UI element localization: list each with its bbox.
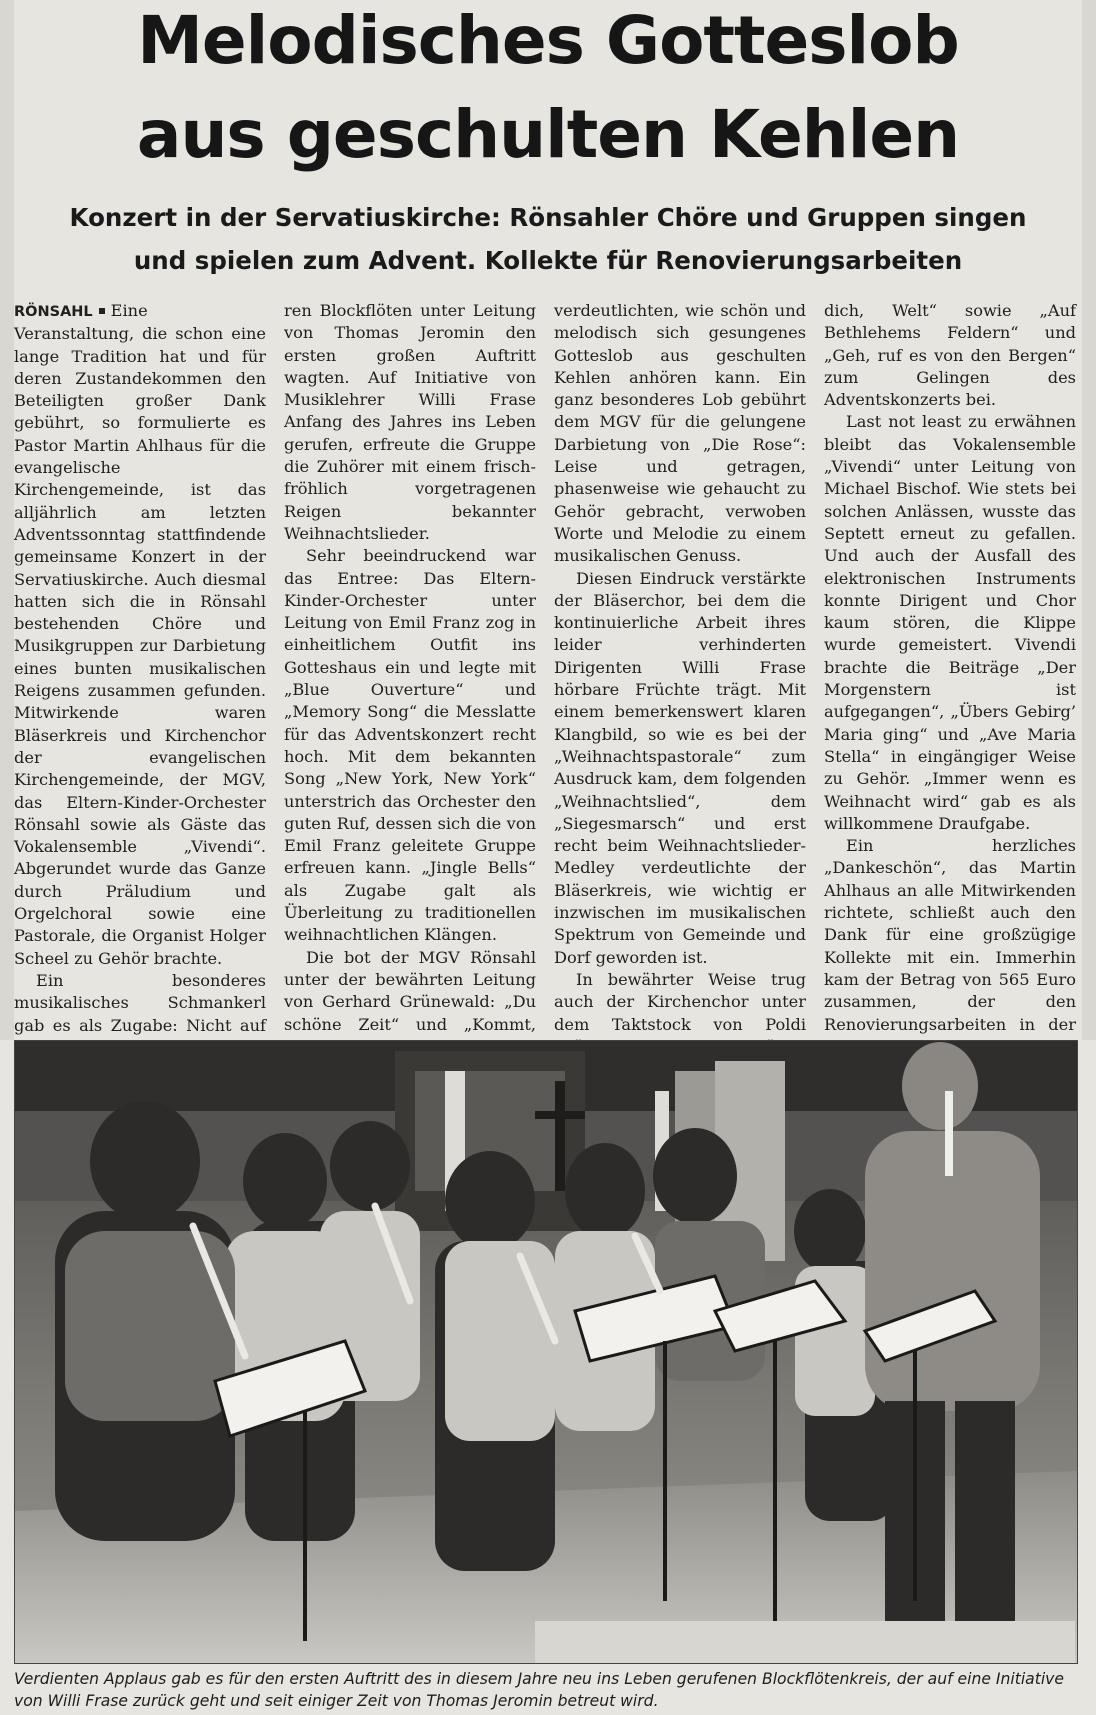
article-paragraph: Last not least zu erwähnen bleibt das Vokalensemble „Vivendi“ unter Leitung von Michael Bischof. Wie stets bei solchen Anlässen, wusste das Septett erneut zu gefallen. Und auch der Ausfall des elektronischen Instruments konnte Dirigent und Chor kaum stören, die Klippe wurde gemeistert. Vivendi brachte die Beiträge „Der Morgenstern ist aufgegangen“, „Übers Gebirg’ Maria ging“ und „Ave Maria Stella“ in eingängiger Weise zu Gehör. „Immer wenn es Weihnacht wird“ gab es als willkommene Draufgabe.: [824, 412, 1076, 833]
article-column-1: [14, 300, 266, 1040]
bullet-square-icon: [99, 308, 105, 314]
dateline: RÖNSAHL: [14, 304, 93, 320]
article-paragraph: Ein besonderes musikalisches Schmankerl gab es als Zugabe: Nicht auf: [14, 970, 266, 1035]
article-paragraph: dich, Welt“ sowie „Auf Bethlehems Feldern“ und „Geh, ruf es von den Bergen“ zum Gelingen des Adventskonzerts bei.: [824, 301, 1076, 410]
subheadline-line-1: Konzert in der Servatiuskirche: Rönsahler Chöre und Gruppen singen: [69, 203, 1027, 232]
article-paragraph: verdeutlichten, wie schön und melodisch sich gesungenes Gotteslob aus geschulten Kehlen anhören kann. Ein ganz besonderes Lob gebührt dem MGV für die gelungene Darbietung von „Die Rose“: Leise und getragen, phasenweise wie gehaucht zu Gehör gebracht, verwoben Worte und Melodie zu einem musikalischen Genuss.: [554, 301, 806, 566]
article-paragraph: Diesen Eindruck verstärkte der Bläserchor, bei dem die kontinuierliche Arbeit ihres leider verhinderten Dirigenten Willi Frase hörbare Früchte trägt. Mit einem bemerkenswert klaren Klangbild, so wie es bei der „Weihnachtspastorale“ zum Ausdruck kam, dem folgenden „Weihnachtslied“, dem „Siegesmarsch“ und erst recht beim Weihnachtslieder-Medley verdeutlichte der Bläserkreis, wie wichtig er inzwischen im musikalischen Spektrum von Gemeinde und Dorf geworden ist.: [554, 568, 806, 967]
article-paragraph: Die bot der MGV Rönsahl unter der bewährten Leitung von Gerhard Grünewald: „Du schöne Zeit“ und „Kommt,: [284, 947, 536, 1034]
article-photo: [14, 1040, 1078, 1664]
paragraph-text: Ein herzliches „Dankeschön“, das Martin Ahlhaus an alle Mitwirkenden richtete, schließt auch den Dank für eine großzügige Kollekte mit ein. Immerhin kam der Betrag von 565 Euro zusammen, der den Renovierungsarbeiten in der: [824, 836, 1076, 1034]
article-column-2: [284, 300, 536, 1040]
photo-caption: Verdienten Applaus gab es für den ersten Auftritt des in diesem Jahre neu ins Leben gerufenen Blockflötenkreis, der auf eine Initiative von Willi Frase zurück geht und seit einiger Zeit von Thomas Jeromin betreut wird.: [14, 1670, 1064, 1710]
article-paragraph: Sehr beeindruckend war das Entree: Das Eltern-Kinder-Orchester unter Leitung von Emil Franz zog in einheitlichem Outfit ins Gotteshaus ein und legte mit „Blue Ouverture“ und „Memory Song“ die Messlatte für das Adventskonzert recht hoch. Mit dem bekannten Song „New York, New York“ unterstrich das Orchester den guten Ruf, dessen sich die von Emil Franz geleitete Gruppe erfreuen kann. „Jingle Bells“ als Zugabe galt als Überleitung zu traditionellen weihnachtlichen Klängen.: [284, 546, 536, 945]
photo-recorder-ensemble-icon: [15, 1041, 1077, 1663]
headline-line-1: Melodisches Gotteslob: [137, 2, 959, 79]
subheadline-line-2: und spielen zum Advent. Kollekte für Renovierungsarbeiten: [133, 246, 963, 275]
headline-line-2: aus geschulten Kehlen: [136, 96, 960, 173]
article-paragraph: [14, 300, 266, 970]
article-column-3: [554, 300, 806, 1040]
article-paragraph: In bewährter Weise trug auch der Kirchenchor unter dem Taktstock von Poldi: [554, 969, 806, 1034]
article-body: [14, 300, 1078, 1040]
paragraph-text: Eine Veranstaltung, die schon eine lange Tradition hat und für deren Zustandekommen den Beteiligten großer Dank gebührt, so formulierte es Pastor Martin Ahlhaus für die evangelische Kirchengemeinde, ist das alljährlich am letzten Adventssonntag stattfindende gemeinsame Konzert in der Servatiuskirche. Auch diesmal hatten sich die in Rönsahl bestehenden Chöre und Musikgruppen zur Darbietung eines bunten musikalischen Reigens zusammen gefunden. Mitwirkende waren Bläserkreis und Kirchenchor der evangelischen Kirchengemeinde, der MGV, das Eltern-Kinder-Orchester Rönsahl sowie als Gäste das Vokalensemble „Vivendi“. Abgerundet wurde das Ganze durch Präludium und Orgelchoral sowie eine Pastorale, die Organist Holger Scheel zu Gehör brachte.: [14, 301, 266, 968]
article-paragraph: ren Blockflöten unter Leitung von Thomas Jeromin den ersten großen Auftritt wagten. Auf Initiative von Musiklehrer Willi Frase Anfang des Jahres ins Leben gerufen, erfreute die Gruppe die Zuhörer mit einem frisch-fröhlich vorgetragenen Reigen bekannter Weihnachtslieder.: [284, 301, 536, 543]
article-column-4: [824, 300, 1076, 1040]
